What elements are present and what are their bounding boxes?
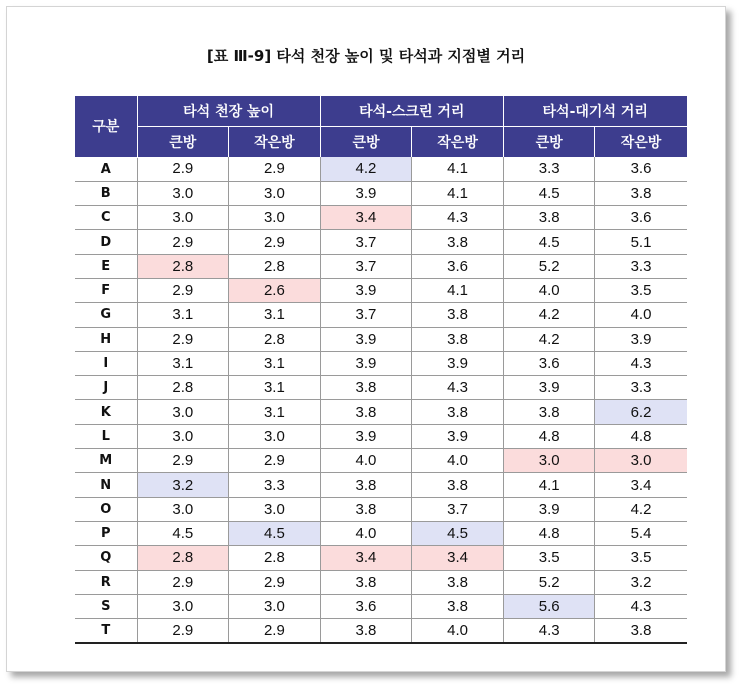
table-cell: 3.8 (595, 619, 687, 644)
table-row (75, 157, 687, 181)
table-cell: 3.2 (595, 570, 687, 594)
table-row (75, 546, 687, 570)
table-cell: 3.1 (229, 303, 321, 327)
table-cell: 2.9 (229, 157, 321, 181)
table-cell: 3.6 (320, 594, 412, 618)
row-label: A (75, 157, 137, 181)
table-row (75, 570, 687, 594)
table-cell: 5.2 (503, 570, 595, 594)
table-cell: 3.1 (229, 351, 321, 375)
table-cell: 2.9 (137, 157, 229, 181)
row-label: K (75, 400, 137, 424)
row-label: I (75, 351, 137, 375)
table-cell: 3.8 (320, 473, 412, 497)
table-cell: 4.0 (320, 449, 412, 473)
table-cell: 4.0 (503, 278, 595, 302)
group-header-waiting-distance: 타석-대기석 거리 (503, 96, 686, 127)
table-cell: 4.5 (503, 230, 595, 254)
table-cell: 4.3 (595, 351, 687, 375)
table-cell: 4.0 (412, 619, 504, 644)
table-row (75, 521, 687, 545)
subheader-small-room: 작은방 (229, 127, 321, 158)
table-cell: 3.4 (320, 546, 412, 570)
table-cell: 3.8 (595, 181, 687, 205)
row-label-header: 구분 (75, 96, 137, 157)
table-cell: 2.9 (229, 230, 321, 254)
table-cell: 2.8 (137, 376, 229, 400)
table-cell: 3.8 (412, 327, 504, 351)
table-cell: 3.8 (412, 594, 504, 618)
group-header-ceiling-height: 타석 천장 높이 (137, 96, 320, 127)
table-cell: 4.5 (137, 521, 229, 545)
row-label: P (75, 521, 137, 545)
table-row (75, 594, 687, 618)
table-row (75, 497, 687, 521)
table-cell: 3.5 (595, 278, 687, 302)
table-cell: 3.8 (320, 376, 412, 400)
table-cell: 3.2 (137, 473, 229, 497)
row-label: T (75, 619, 137, 644)
table-cell: 3.1 (137, 303, 229, 327)
table-cell: 3.3 (595, 254, 687, 278)
table-cell: 3.1 (229, 400, 321, 424)
table-cell: 2.9 (137, 449, 229, 473)
table-cell: 3.0 (503, 449, 595, 473)
table-cell: 3.1 (137, 351, 229, 375)
table-row (75, 424, 687, 448)
table-cell: 2.9 (137, 619, 229, 644)
table-cell: 2.9 (137, 230, 229, 254)
table-cell: 4.1 (503, 473, 595, 497)
table-cell: 3.6 (503, 351, 595, 375)
table-cell: 3.9 (412, 351, 504, 375)
table-cell: 3.9 (320, 351, 412, 375)
table-cell: 4.0 (320, 521, 412, 545)
table-cell: 3.3 (229, 473, 321, 497)
table-cell: 2.9 (137, 327, 229, 351)
row-label: H (75, 327, 137, 351)
table-cell: 3.8 (412, 473, 504, 497)
table-cell: 4.3 (503, 619, 595, 644)
row-label: C (75, 206, 137, 230)
table-cell: 3.8 (320, 570, 412, 594)
table-cell: 3.7 (320, 230, 412, 254)
table-cell: 4.1 (412, 157, 504, 181)
table-row (75, 351, 687, 375)
table-cell: 4.5 (412, 521, 504, 545)
table-cell: 4.0 (595, 303, 687, 327)
table-row (75, 473, 687, 497)
row-label: E (75, 254, 137, 278)
table-cell: 3.8 (412, 570, 504, 594)
table-cell: 2.9 (229, 570, 321, 594)
table-cell: 4.3 (412, 206, 504, 230)
table-row (75, 619, 687, 644)
table-cell: 2.6 (229, 278, 321, 302)
table-cell: 4.8 (503, 424, 595, 448)
table-cell: 3.6 (595, 157, 687, 181)
table-cell: 4.2 (320, 157, 412, 181)
row-label: F (75, 278, 137, 302)
table-cell: 3.0 (137, 497, 229, 521)
table-title: [표 Ⅲ-9] 타석 천장 높이 및 타석과 지점별 거리 (206, 47, 526, 65)
table-cell: 3.0 (137, 424, 229, 448)
table-cell: 3.0 (137, 400, 229, 424)
table-cell: 2.9 (137, 278, 229, 302)
table-cell: 5.6 (503, 594, 595, 618)
table-cell: 3.6 (412, 254, 504, 278)
row-label: B (75, 181, 137, 205)
subheader-large-room: 큰방 (503, 127, 595, 158)
row-label: O (75, 497, 137, 521)
row-label: J (75, 376, 137, 400)
table-cell: 3.9 (412, 424, 504, 448)
table-row (75, 278, 687, 302)
table-cell: 3.8 (503, 206, 595, 230)
row-label: G (75, 303, 137, 327)
table-row (75, 376, 687, 400)
table-cell: 4.2 (503, 303, 595, 327)
table-cell: 3.0 (137, 594, 229, 618)
table-row (75, 206, 687, 230)
table-cell: 2.8 (229, 254, 321, 278)
table-cell: 3.0 (229, 181, 321, 205)
table-cell: 2.8 (137, 546, 229, 570)
table-cell: 4.3 (412, 376, 504, 400)
row-label: Q (75, 546, 137, 570)
table-cell: 3.0 (595, 449, 687, 473)
table-row (75, 254, 687, 278)
table-cell: 4.2 (503, 327, 595, 351)
table-cell: 3.7 (320, 303, 412, 327)
table-cell: 3.1 (229, 376, 321, 400)
table-cell: 3.7 (412, 497, 504, 521)
table-cell: 4.8 (595, 424, 687, 448)
table-cell: 3.8 (412, 230, 504, 254)
row-label: M (75, 449, 137, 473)
table-row (75, 230, 687, 254)
table-cell: 4.2 (595, 497, 687, 521)
table-cell: 2.8 (229, 327, 321, 351)
table-cell: 2.9 (137, 570, 229, 594)
subheader-large-room: 큰방 (137, 127, 229, 158)
table-cell: 5.2 (503, 254, 595, 278)
row-label: S (75, 594, 137, 618)
table-cell: 3.9 (320, 327, 412, 351)
subheader-small-room: 작은방 (412, 127, 504, 158)
row-label: R (75, 570, 137, 594)
data-table (75, 96, 687, 644)
table-cell: 3.8 (320, 497, 412, 521)
table-cell: 3.0 (137, 206, 229, 230)
subheader-large-room: 큰방 (320, 127, 412, 158)
table-cell: 3.3 (595, 376, 687, 400)
table-cell: 3.0 (229, 594, 321, 618)
table-cell: 3.8 (320, 400, 412, 424)
table-cell: 4.3 (595, 594, 687, 618)
table-cell: 3.4 (595, 473, 687, 497)
table-cell: 4.1 (412, 278, 504, 302)
table-cell: 2.9 (229, 449, 321, 473)
table-cell: 4.0 (412, 449, 504, 473)
table-cell: 3.8 (412, 400, 504, 424)
table-row (75, 181, 687, 205)
table-row (75, 303, 687, 327)
figure-frame (6, 6, 726, 672)
table-cell: 4.5 (503, 181, 595, 205)
table-cell: 3.7 (320, 254, 412, 278)
subheader-small-room: 작은방 (595, 127, 687, 158)
table-cell: 3.4 (412, 546, 504, 570)
table-cell: 3.4 (320, 206, 412, 230)
table-cell: 3.5 (503, 546, 595, 570)
table-cell: 3.9 (595, 327, 687, 351)
table-cell: 4.5 (229, 521, 321, 545)
table-cell: 3.8 (320, 619, 412, 644)
table-cell: 3.0 (229, 206, 321, 230)
table-cell: 3.9 (320, 278, 412, 302)
table-cell: 3.0 (229, 424, 321, 448)
row-label: N (75, 473, 137, 497)
group-header-screen-distance: 타석-스크린 거리 (320, 96, 503, 127)
table-cell: 3.9 (503, 376, 595, 400)
table-cell: 3.6 (595, 206, 687, 230)
table-cell: 5.1 (595, 230, 687, 254)
table-cell: 3.8 (412, 303, 504, 327)
table-cell: 3.9 (503, 497, 595, 521)
row-label: D (75, 230, 137, 254)
table-row (75, 400, 687, 424)
table-cell: 3.0 (137, 181, 229, 205)
table-row (75, 327, 687, 351)
table-cell: 5.4 (595, 521, 687, 545)
table-cell: 4.8 (503, 521, 595, 545)
table-cell: 3.8 (503, 400, 595, 424)
table-cell: 3.9 (320, 181, 412, 205)
table-row (75, 449, 687, 473)
table-cell: 2.8 (137, 254, 229, 278)
table-cell: 3.3 (503, 157, 595, 181)
table-cell: 2.8 (229, 546, 321, 570)
table-cell: 3.0 (229, 497, 321, 521)
table-cell: 6.2 (595, 400, 687, 424)
row-label: L (75, 424, 137, 448)
table-cell: 2.9 (229, 619, 321, 644)
table-cell: 3.5 (595, 546, 687, 570)
table-cell: 3.9 (320, 424, 412, 448)
table-cell: 4.1 (412, 181, 504, 205)
